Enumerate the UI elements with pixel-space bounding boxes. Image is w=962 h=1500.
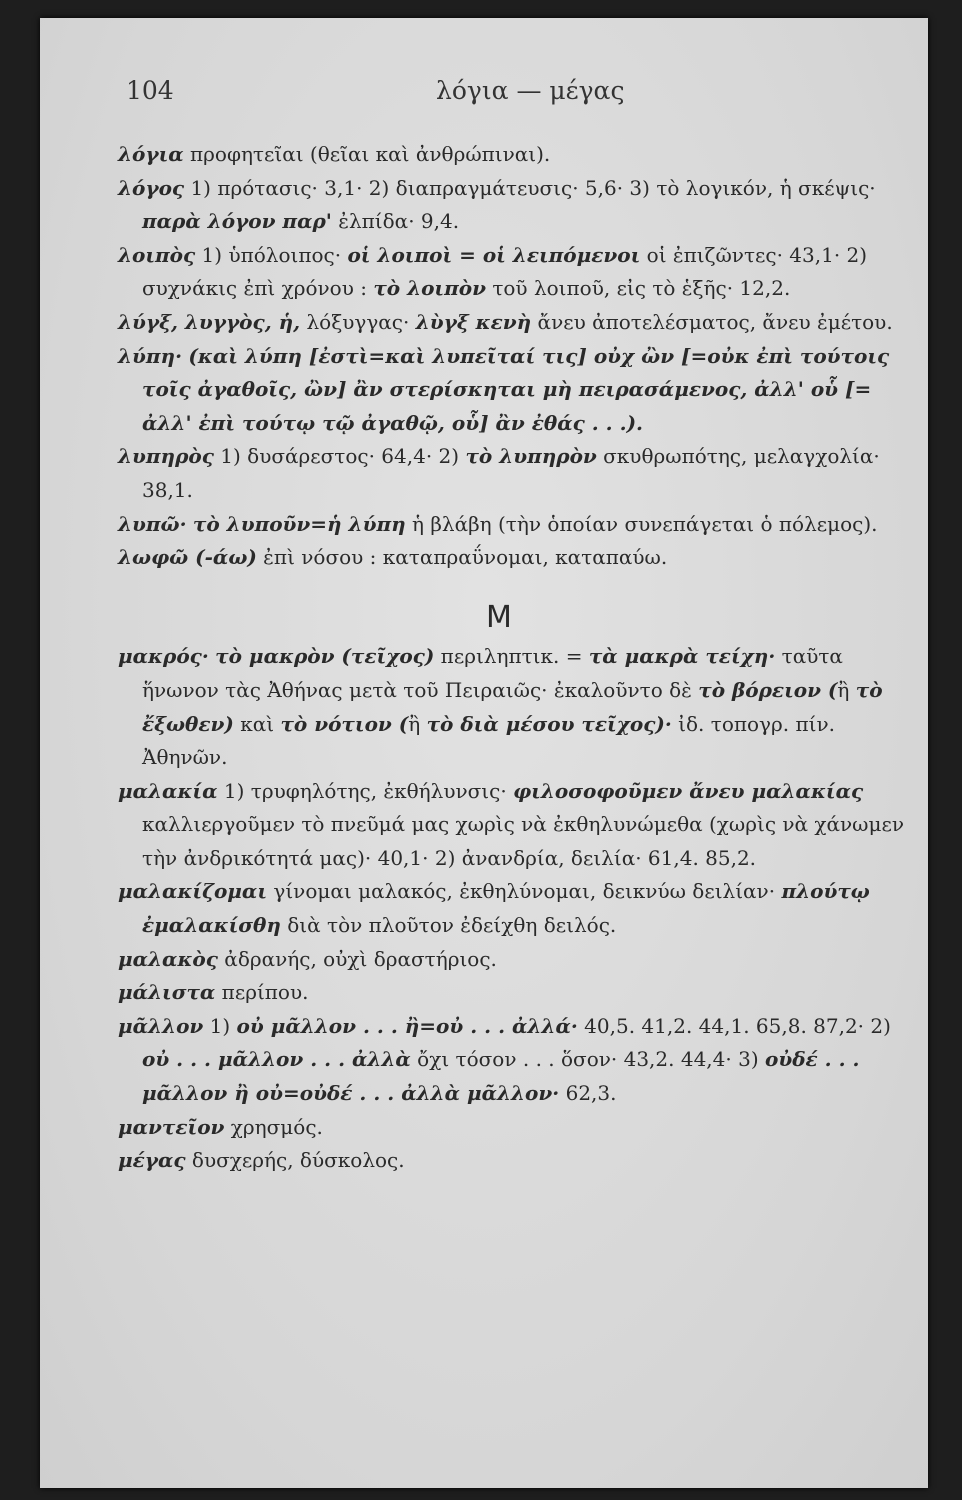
headword: μαλακία <box>118 778 218 803</box>
phrase: οὐδέ . . . μᾶλλον ἢ οὐ=οὐδέ . . . ἀλλὰ μᾶλλον· <box>142 1047 860 1106</box>
definition: ἡ βλάβη (τὴν ὁποίαν συνεπάγεται ὁ πόλεμος). <box>405 511 878 536</box>
headword: μάλιστα <box>118 980 216 1005</box>
definition: ἢ <box>837 677 856 702</box>
headword: λυπηρὸς <box>118 444 214 469</box>
definition: περίπου. <box>215 980 309 1005</box>
definition: ταῦτα ἥνωνον τὰς Ἀθήνας μετὰ τοῦ Πειραιῶς· ἐκαλοῦντο δὲ <box>142 644 843 702</box>
definition: καλλιεργοῦμεν τὸ πνεῦμά μας χωρὶς νὰ ἐκθηλυνώμεθα (χωρὶς νὰ χάνωμεν τὴν ἀνδρικότητά μας)· 40,1· 2) ἀνανδρία, δειλία· 61,4. 85,2. <box>142 812 905 870</box>
headword: μαλακὸς <box>118 946 218 971</box>
definition: ὄχι τόσον . . . ὅσον· 43,2. 44,4· 3) <box>410 1047 765 1072</box>
definition: 62,3. <box>559 1081 617 1106</box>
definition: χρησμός. <box>224 1114 323 1139</box>
entry-megas <box>118 1144 920 1178</box>
headword: λόγια <box>118 142 184 166</box>
phrase: οὐ . . . μᾶλλον . . . ἀλλὰ <box>142 1047 411 1072</box>
entry-malakizomai <box>118 875 920 942</box>
entry-lype <box>118 340 920 441</box>
definition: προφητεῖαι (θεῖαι καὶ ἀνθρώπιναι). <box>183 142 551 166</box>
entry-loipos <box>118 239 920 306</box>
entry-logia <box>118 138 920 172</box>
phrase: τὸ διὰ μέσου τεῖχος)· <box>426 711 672 736</box>
definition: διὰ τὸν πλοῦτον ἐδείχθη δειλός. <box>280 913 617 938</box>
entry-malista <box>118 976 920 1010</box>
phrase: πλούτῳ ἐμαλακίσθη <box>142 879 870 938</box>
definition: περιληπτικ. = <box>434 644 589 669</box>
definition: ἄνευ ἀποτελέσματος, ἄνευ ἐμέτου. <box>531 309 893 334</box>
section-letter-heading: Μ <box>486 599 512 635</box>
phrase: παρὰ λόγον παρ' <box>142 209 332 234</box>
headword: λυπῶ· <box>118 511 187 536</box>
entry-makros <box>118 640 920 774</box>
phrase: τὸ λυπηρὸν <box>465 444 597 469</box>
section-lambda <box>118 138 920 575</box>
phrase: λὺγξ κενὴ <box>415 309 532 334</box>
definition: δυσχερής, δύσκολος. <box>185 1148 405 1173</box>
definition: ἐπὶ νόσου : καταπραΰνομαι, καταπαύω. <box>256 545 668 570</box>
definition: 1) τρυφηλότης, ἐκθήλυνσις· <box>217 778 514 803</box>
definition: 40,5. 41,2. 44,1. 65,8. 87,2· 2) <box>577 1013 891 1038</box>
definition: 1) δυσάρεστος· 64,4· 2) <box>213 444 466 469</box>
entry-logos <box>118 172 920 239</box>
definition: σκυθρωπότης, μελαγχολία· 38,1. <box>142 444 880 502</box>
definition: τοῦ λοιποῦ, εἰς τὸ ἑξῆς· 12,2. <box>485 276 791 301</box>
entry-malakia <box>118 775 920 876</box>
headword: μαλακίζομαι <box>118 879 268 904</box>
phrase: οὐ μᾶλλον . . . ἢ=οὐ . . . ἀλλά· <box>236 1013 578 1038</box>
definition: οἱ ἐπιζῶντες· 43,1· 2) συχνάκις ἐπὶ χρόνου : <box>142 242 868 301</box>
phrase: τὸ νότιον ( <box>280 711 409 736</box>
headword: λοιπὸς <box>118 242 196 267</box>
definition: ἰδ. τοπογρ. πίν. Ἀθηνῶν. <box>142 711 835 770</box>
page-number: 104 <box>126 76 174 105</box>
headword: μαντεῖον <box>118 1114 225 1139</box>
page-header <box>126 76 646 116</box>
phrase: τὸ λυποῦν=ἡ λύπη <box>192 511 406 536</box>
book-page <box>40 18 928 1488</box>
definition: γίνομαι μαλακός, ἐκθηλύνομαι, δεικνύω δειλίαν· <box>267 879 782 904</box>
definition: ἢ <box>408 711 427 736</box>
definition: ἐλπίδα· 9,4. <box>331 209 460 234</box>
entry-lopho <box>118 541 920 575</box>
entry-lyperos <box>118 440 920 507</box>
glossary-body <box>118 138 920 1178</box>
entry-manteion <box>118 1111 920 1145</box>
phrase: τὰ μακρὰ τείχη· <box>588 644 776 669</box>
running-title: λόγια — μέγας <box>436 76 625 105</box>
headword: μέγας <box>118 1148 186 1173</box>
entry-mallon <box>118 1010 920 1111</box>
entry-lypo <box>118 508 920 542</box>
headword: λωφῶ (-άω) <box>118 545 257 570</box>
phrase: οἱ λοιποὶ = οἱ λειπόμενοι <box>347 242 641 267</box>
headword: λόγος <box>118 175 185 200</box>
definition: ἀδρανής, οὐχὶ δραστήριος. <box>217 946 497 971</box>
headword: μᾶλλον <box>118 1013 204 1038</box>
headword: λύγξ, λυγγὸς, ἡ, <box>118 309 301 334</box>
definition: καὶ <box>233 711 281 736</box>
definition: 1) πρότασις· 3,1· 2) διαπραγμάτευσις· 5,6· 3) τὸ λογικόν, ἡ σκέψις· <box>184 175 876 200</box>
headword: μακρός· <box>118 644 209 669</box>
phrase: τὸ ἔξωθεν) <box>142 677 883 736</box>
phrase: φιλοσοφοῦμεν ἄνευ μαλακίας <box>513 778 864 803</box>
definition: 1) ὑπόλοιπος· <box>195 242 348 267</box>
entry-malakos <box>118 943 920 977</box>
definition: λόξυγγας· <box>300 309 416 334</box>
phrase: (καὶ λύπη [ἐστὶ=καὶ λυπεῖταί τις] οὐχ ὢν [=οὐκ ἐπὶ τούτοις τοῖς ἀγαθοῖς, ὢν] ἂν στερίσκηται μὴ πειρασάμενος, ἀλλ' οὗ [= ἀλλ' ἐπὶ τούτῳ τῷ ἀγαθῷ, οὗ] ἂν ἐθάς . . .). <box>142 343 890 435</box>
entry-lygx <box>118 306 920 340</box>
definition: 1) <box>203 1013 237 1038</box>
section-mu <box>118 640 920 1178</box>
phrase: τὸ μακρὸν (τεῖχος) <box>215 644 435 669</box>
phrase: τὸ λοιπὸν <box>373 276 486 301</box>
headword: λύπη· <box>118 343 183 368</box>
phrase: τὸ βόρειον ( <box>698 677 838 702</box>
